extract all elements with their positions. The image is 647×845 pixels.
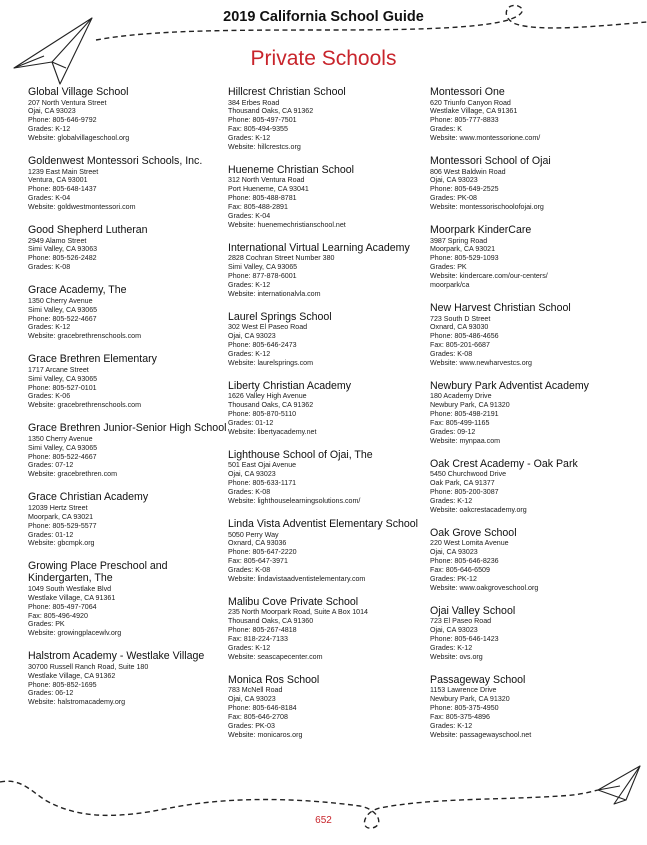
school-entry (430, 155, 635, 212)
school-detail-line: Grades: 01-12 (228, 419, 274, 428)
school-detail-line: 235 North Moorpark Road, Suite A Box 1014 (228, 608, 368, 617)
school-name: Lighthouse School of Ojai, The (228, 448, 373, 461)
section-title: Private Schools (250, 47, 397, 70)
school-name: Moorpark KinderCare (430, 224, 532, 237)
school-name: Grace Academy, The (28, 284, 127, 297)
school-name: Montessori One (430, 86, 505, 98)
school-detail-line: Grades: K-12 (430, 644, 473, 653)
school-website: Website: www.oakgroveschool.org (430, 583, 539, 592)
school-entry (228, 86, 433, 152)
school-detail-line: 312 North Ventura Road (228, 176, 305, 185)
school-detail-line: Phone: 805-646-8236 (430, 557, 499, 566)
school-name: International Virtual Learning Academy (228, 241, 410, 254)
school-detail-line: Fax: 805-494-9355 (228, 125, 288, 134)
school-website: Website: goldwestmontessori.com (28, 203, 136, 212)
school-detail-line: Grades: K-12 (228, 644, 271, 653)
school-detail-line: Westlake Village, CA 91361 (430, 107, 518, 116)
school-detail-line: Grades: K-06 (28, 392, 71, 401)
school-detail-line: Phone: 805-649-2525 (430, 185, 499, 194)
school-detail-line: Thousand Oaks, CA 91362 (228, 401, 314, 410)
school-detail-line: Grades: K-08 (228, 566, 271, 575)
school-name: Hueneme Christian School (228, 163, 355, 176)
school-detail-line: Phone: 805-646-9792 (28, 116, 97, 125)
school-entry (28, 86, 233, 143)
school-detail-line: Phone: 805-375-4950 (430, 704, 499, 713)
school-detail-line: Phone: 805-646-2473 (228, 341, 297, 350)
school-detail-line: Ojai, CA 93023 (430, 176, 478, 185)
school-detail-line: 1239 East Main Street (28, 167, 99, 176)
school-detail-line: Phone: 805-522-4667 (28, 452, 97, 461)
school-detail-line: Phone: 805-498-2191 (430, 410, 499, 419)
school-detail-line: Phone: 805-522-4667 (28, 314, 97, 323)
school-detail-line: Ojai, CA 93023 (228, 470, 276, 479)
school-detail-line: Newbury Park, CA 91320 (430, 401, 510, 410)
school-detail-line: Simi Valley, CA 93065 (28, 305, 98, 314)
school-name: Grace Christian Academy (28, 491, 149, 504)
school-detail-line: Ojai, CA 93023 (430, 548, 478, 557)
school-detail-line: Grades: K-04 (228, 212, 271, 221)
school-website: Website: oakcrestacademy.org (430, 506, 527, 514)
school-detail-line: Phone: 805-870-5110 (228, 410, 297, 419)
school-website: Website: gracebrethrenschools.com (28, 401, 142, 410)
school-entry (430, 86, 635, 143)
school-detail-line: Phone: 805-777-8833 (430, 116, 499, 125)
school-detail-line: Grades: 09-12 (430, 428, 476, 437)
school-name: Oak Crest Academy - Oak Park (430, 457, 578, 470)
school-website: Website: kindercare.com/our-centers/ (430, 272, 548, 281)
school-detail-line: Ventura, CA 93001 (28, 176, 88, 185)
school-detail-line: moorpark/ca (430, 281, 470, 290)
school-name: Growing Place Preschool and Kindergarten, The (28, 560, 168, 585)
school-entry (28, 155, 233, 212)
school-detail-line: Phone: 805-646-8184 (228, 704, 297, 713)
school-detail-line: Simi Valley, CA 93065 (228, 263, 298, 272)
school-detail-line: Phone: 805-647-2220 (228, 548, 297, 557)
school-detail-line: Westlake Village, CA 91362 (28, 671, 116, 680)
school-name: Grace Brethren Elementary (28, 353, 157, 366)
school-website: Website: montessorischoolofojai.org (430, 203, 544, 212)
school-website: Website: ovs.org (430, 652, 483, 661)
school-detail-line: 5450 Churchwood Drive (430, 470, 507, 479)
school-detail-line: Phone: 805-529-1093 (430, 254, 499, 263)
school-detail-line: 384 Erbes Road (228, 98, 280, 107)
school-name: Montessori School of Ojai (430, 155, 551, 168)
school-detail-line: 30700 Russell Ranch Road, Suite 180 (28, 662, 149, 671)
school-detail-line: 501 East Ojai Avenue (228, 461, 297, 470)
school-entry (228, 242, 433, 299)
school-entry (28, 650, 233, 707)
school-website: Website: halstromacademy.org (28, 698, 126, 707)
school-detail-line: 723 South D Street (430, 314, 491, 323)
school-detail-line: 180 Academy Drive (430, 392, 492, 401)
school-website: Website: laurelsprings.com (228, 359, 314, 368)
school-detail-line: Thousand Oaks, CA 91362 (228, 107, 314, 116)
school-detail-line: 1626 Valley High Avenue (228, 392, 307, 401)
school-detail-line: Simi Valley, CA 93063 (28, 245, 98, 254)
school-website: Website: gracebrethren.com (28, 470, 117, 479)
school-detail-line: 1717 Arcane Street (28, 365, 89, 374)
school-detail-line: Ojai, CA 93023 (28, 107, 76, 116)
school-name: Monica Ros School (228, 673, 320, 686)
school-detail-line: Ojai, CA 93023 (430, 626, 478, 635)
school-name: New Harvest Christian School (430, 302, 571, 314)
school-website: Website: gbcmpk.org (28, 539, 95, 548)
school-detail-line: Grades: K-08 (430, 350, 473, 359)
school-detail-line: Phone: 805-646-1423 (430, 635, 499, 644)
school-detail-line: Fax: 805-647-3971 (228, 557, 288, 566)
school-website: Website: monicaros.org (228, 730, 303, 739)
school-entry (430, 224, 635, 290)
school-website: Website: internationalvla.com (228, 290, 321, 298)
school-entry (28, 284, 233, 341)
school-detail-line: 1153 Lawrence Drive (430, 686, 497, 695)
school-detail-line: Grades: K-12 (28, 323, 71, 332)
school-detail-line: Phone: 805-526-2482 (28, 254, 97, 263)
school-detail-line: Simi Valley, CA 93065 (28, 374, 98, 383)
school-detail-line: 220 West Lomita Avenue (430, 539, 509, 548)
school-entry (430, 527, 635, 593)
school-entry (228, 380, 433, 437)
school-website: Website: lindavistaadventistelementary.com (228, 575, 366, 584)
school-detail-line: Simi Valley, CA 93065 (28, 443, 98, 452)
school-detail-line: Grades: K-12 (28, 125, 71, 134)
school-detail-line: 12039 Hertz Street (28, 503, 88, 512)
school-detail-line: Ojai, CA 93023 (228, 332, 276, 341)
school-entry (430, 380, 635, 446)
school-name: Linda Vista Adventist Elementary School (228, 518, 419, 530)
school-website: Website: seascapecenter.com (228, 652, 323, 661)
school-entry (228, 674, 433, 740)
school-detail-line: Oxnard, CA 93036 (228, 539, 287, 548)
directory-column (228, 86, 433, 752)
school-detail-line: 806 West Baldwin Road (430, 167, 506, 176)
school-detail-line: Fax: 805-646-6509 (430, 566, 490, 575)
school-detail-line: 1350 Cherry Avenue (28, 434, 93, 443)
school-name: Newbury Park Adventist Academy (430, 379, 589, 392)
directory-column (430, 86, 635, 752)
school-detail-line: Grades: PK-03 (228, 722, 275, 730)
school-detail-line: Grades: PK (28, 620, 65, 629)
school-entry (430, 674, 635, 740)
school-detail-line: 3987 Spring Road (430, 236, 488, 245)
school-entry (430, 302, 635, 368)
school-name: Global Village School (28, 86, 129, 98)
school-name: Halstrom Academy - Westlake Village (28, 650, 205, 663)
school-entry (228, 518, 433, 584)
school-name: Passageway School (430, 673, 526, 686)
school-name: Ojai Valley School (430, 604, 516, 617)
school-detail-line: Phone: 805-852-1695 (28, 680, 97, 689)
school-detail-line: Phone: 805-529-5577 (28, 521, 97, 530)
school-detail-line: Moorpark, CA 93021 (430, 245, 496, 254)
school-detail-line: Phone: 877-878-6001 (228, 272, 297, 281)
school-detail-line: 2949 Alamo Street (28, 236, 87, 245)
school-detail-line: 783 McNell Road (228, 686, 283, 695)
school-detail-line: Phone: 805-488-8781 (228, 194, 297, 203)
school-entry (430, 605, 635, 662)
school-detail-line: Grades: K-04 (28, 194, 71, 203)
page-number: 652 (315, 815, 332, 826)
school-website: Website: growingplacewlv.org (28, 629, 122, 638)
school-website: Website: gracebrethrenschools.com (28, 332, 142, 341)
school-detail-line: 1350 Cherry Avenue (28, 296, 93, 305)
school-detail-line: Phone: 805-648-1437 (28, 185, 97, 194)
school-name: Good Shepherd Lutheran (28, 224, 148, 237)
school-name: Goldenwest Montessori Schools, Inc. (28, 155, 203, 168)
school-detail-line: Grades: 06-12 (28, 689, 74, 698)
school-detail-line: Grades: K-12 (228, 281, 271, 290)
school-entry (228, 449, 433, 506)
school-name: Malibu Cove Private School (228, 595, 359, 608)
school-name: Oak Grove School (430, 526, 517, 539)
school-name: Liberty Christian Academy (228, 379, 352, 392)
school-detail-line: Thousand Oaks, CA 91360 (228, 617, 314, 626)
school-detail-line: Grades: K-12 (228, 134, 271, 143)
school-detail-line: Fax: 805-499-1165 (430, 419, 490, 428)
school-name: Laurel Springs School (228, 310, 332, 323)
school-detail-line: Ojai, CA 93023 (228, 695, 276, 704)
school-detail-line: Grades: PK (430, 263, 467, 272)
school-detail-line: Fax: 805-375-4896 (430, 713, 490, 722)
school-detail-line: Phone: 805-497-7501 (228, 116, 297, 125)
school-website: Website: libertyacademy.net (228, 428, 317, 437)
guide-title: 2019 California School Guide (223, 9, 424, 25)
school-entry (228, 596, 433, 662)
school-entry (28, 353, 233, 410)
school-name: Hillcrest Christian School (228, 86, 346, 98)
school-detail-line: Grades: PK-08 (430, 194, 477, 203)
school-detail-line: Grades: K-12 (430, 497, 473, 506)
school-entry (28, 491, 233, 548)
school-detail-line: Port Hueneme, CA 93041 (228, 185, 309, 194)
school-detail-line: Grades: K-12 (228, 350, 271, 359)
school-name: Grace Brethren Junior-Senior High School (28, 422, 227, 435)
school-detail-line: Grades: 07-12 (28, 461, 74, 470)
paper-plane-icon (598, 766, 640, 804)
school-detail-line: 1049 South Westlake Blvd (28, 584, 112, 593)
school-website: Website: passagewayschool.net (430, 730, 532, 739)
school-detail-line: 723 El Paseo Road (430, 617, 492, 626)
school-detail-line: 5050 Perry Way (228, 530, 279, 539)
school-detail-line: Grades: 01-12 (28, 530, 74, 539)
school-detail-line: Fax: 805-488-2891 (228, 203, 288, 212)
school-detail-line: Grades: K-08 (28, 263, 71, 272)
school-detail-line: Oxnard, CA 93030 (430, 323, 489, 332)
school-detail-line: Phone: 805-267-4818 (228, 626, 297, 635)
school-entry (228, 164, 433, 230)
school-website: Website: globalvillageschool.org (28, 134, 130, 143)
school-detail-line: Grades: PK-12 (430, 575, 477, 584)
school-detail-line: Phone: 805-497-7064 (28, 602, 97, 611)
school-detail-line: 302 West El Paseo Road (228, 323, 308, 332)
school-entry (28, 422, 233, 479)
school-detail-line: Grades: K-08 (228, 488, 271, 497)
school-detail-line: Oak Park, CA 91377 (430, 479, 495, 488)
school-detail-line: Fax: 818-224-7133 (228, 635, 288, 644)
school-detail-line: Fax: 805-201-6687 (430, 341, 490, 350)
directory-column (28, 86, 233, 719)
school-detail-line: 620 Triunfo Canyon Road (430, 98, 511, 107)
school-entry (28, 560, 233, 638)
school-website: Website: lighthouselearningsolutions.com/ (228, 497, 361, 506)
school-detail-line: Moorpark, CA 93021 (28, 512, 94, 521)
school-website: Website: mynpaa.com (430, 436, 501, 445)
school-entry (228, 311, 433, 368)
school-website: Website: www.newharvestcs.org (430, 359, 532, 368)
school-website: Website: www.montessorione.com/ (430, 134, 541, 143)
school-detail-line: Fax: 805-496-4920 (28, 611, 88, 620)
school-detail-line: 2828 Cochran Street Number 380 (228, 254, 335, 263)
school-detail-line: Phone: 805-486-4656 (430, 332, 499, 341)
school-detail-line: Phone: 805-633-1171 (228, 479, 297, 488)
school-detail-line: Westlake Village, CA 91361 (28, 593, 116, 602)
school-website: Website: hillcrestcs.org (228, 143, 301, 152)
school-website: Website: huenemechristianschool.net (228, 220, 346, 229)
school-detail-line: Fax: 805-646-2708 (228, 713, 288, 722)
school-entry (28, 224, 233, 272)
school-detail-line: Newbury Park, CA 91320 (430, 695, 510, 704)
school-detail-line: Phone: 805-200-3087 (430, 488, 499, 497)
school-detail-line: 207 North Ventura Street (28, 98, 107, 107)
school-detail-line: Phone: 805-527-0101 (28, 383, 97, 392)
school-detail-line: Grades: K-12 (430, 722, 473, 730)
school-detail-line: Grades: K (430, 125, 462, 134)
school-entry (430, 458, 635, 515)
